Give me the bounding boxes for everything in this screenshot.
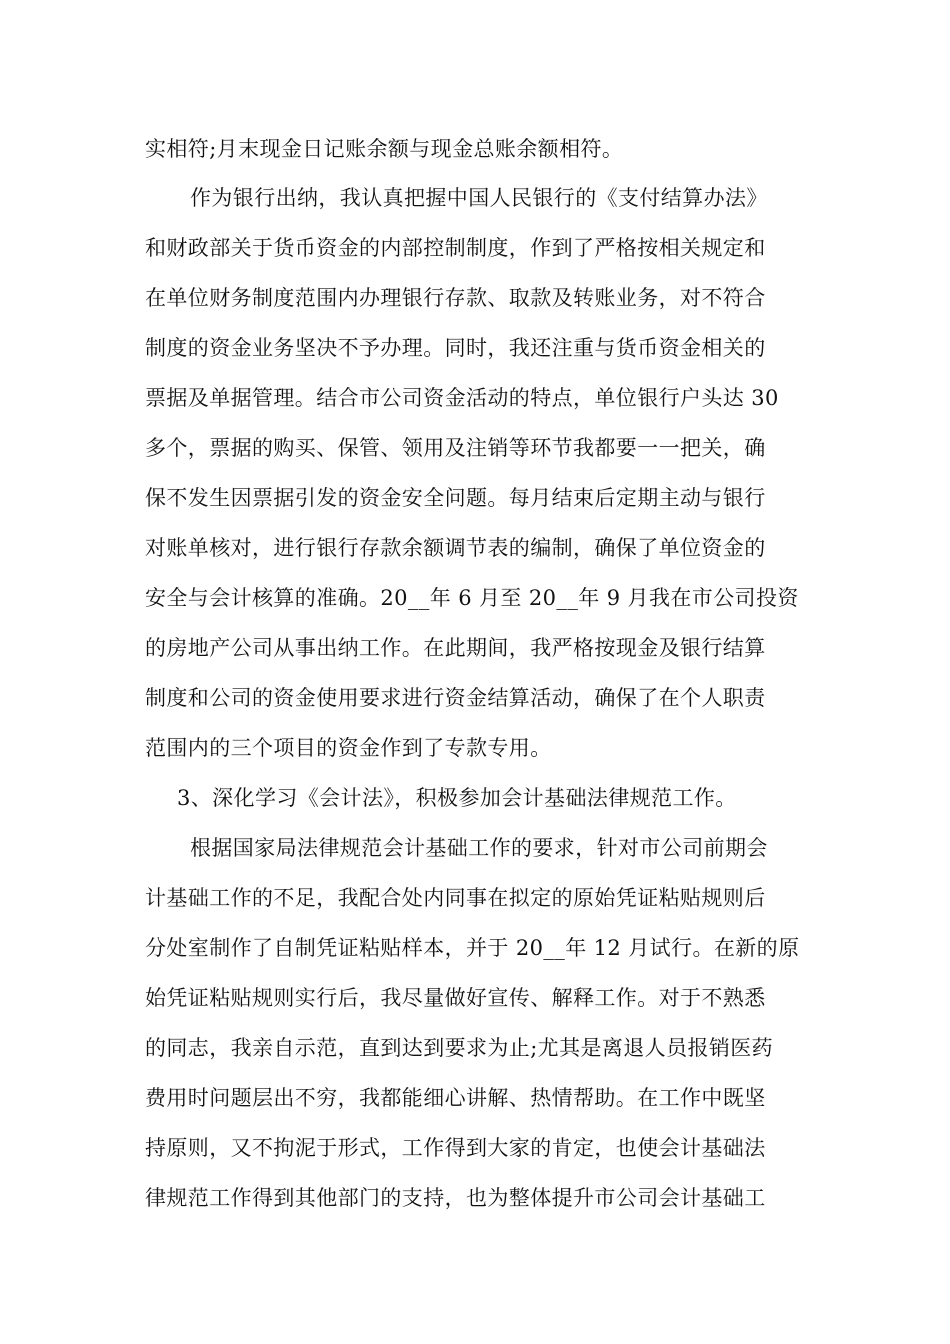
text-line: 对账单核对，进行银行存款余额调节表的编制，确保了单位资金的 <box>145 536 766 560</box>
paragraph-start: 根据国家局法律规范会计基础工作的要求，针对市公司前期会 <box>190 836 768 860</box>
text-line: 票据及单据管理。结合市公司资金活动的特点，单位银行户头达 30 <box>145 386 779 410</box>
text-line: 实相符;月末现金日记账余额与现金总账余额相符。 <box>145 137 624 161</box>
text-line: 制度和公司的资金使用要求进行资金结算活动，确保了在个人职责 <box>145 686 766 710</box>
text-line: 律规范工作得到其他部门的支持，也为整体提升市公司会计基础工 <box>145 1186 766 1210</box>
text-line: 费用时问题层出不穷，我都能细心讲解、热情帮助。在工作中既坚 <box>145 1086 766 1110</box>
text-line: 和财政部关于货币资金的内部控制制度，作到了严格按相关规定和 <box>145 236 766 260</box>
section-heading: 3、深化学习《会计法》，积极参加会计基础法律规范工作。 <box>177 786 737 810</box>
text-line: 多个，票据的购买、保管、领用及注销等环节我都要一一把关，确 <box>145 436 766 460</box>
text-line: 持原则，又不拘泥于形式，工作得到大家的肯定，也使会计基础法 <box>145 1136 766 1160</box>
text-line: 分处室制作了自制凭证粘贴样本，并于 20__年 12 月试行。在新的原 <box>145 936 800 960</box>
text-line: 保不发生因票据引发的资金安全问题。每月结束后定期主动与银行 <box>145 486 766 510</box>
text-line: 的同志，我亲自示范，直到达到要求为止;尤其是离退人员报销医药 <box>145 1036 774 1060</box>
text-line: 在单位财务制度范围内办理银行存款、取款及转账业务，对不符合 <box>145 286 766 310</box>
text-line: 范围内的三个项目的资金作到了专款专用。 <box>145 736 552 760</box>
text-line: 的房地产公司从事出纳工作。在此期间，我严格按现金及银行结算 <box>145 636 766 660</box>
text-line: 安全与会计核算的准确。20__年 6 月至 20__年 9 月我在市公司投资 <box>145 586 799 610</box>
text-line: 计基础工作的不足，我配合处内同事在拟定的原始凭证粘贴规则后 <box>145 886 766 910</box>
text-line: 制度的资金业务坚决不予办理。同时，我还注重与货币资金相关的 <box>145 336 766 360</box>
text-line: 始凭证粘贴规则实行后，我尽量做好宣传、解释工作。对于不熟悉 <box>145 986 766 1010</box>
paragraph-start: 作为银行出纳，我认真把握中国人民银行的《支付结算办法》 <box>190 186 768 210</box>
